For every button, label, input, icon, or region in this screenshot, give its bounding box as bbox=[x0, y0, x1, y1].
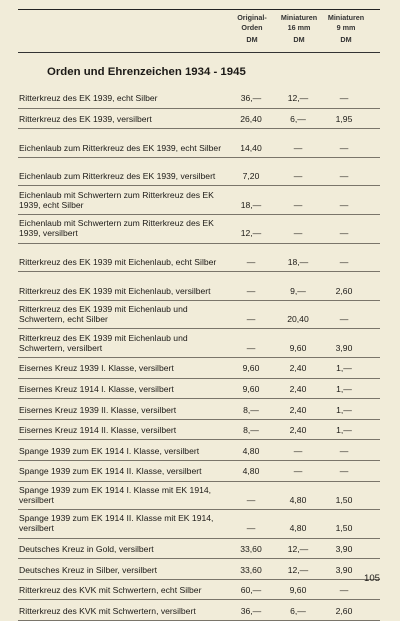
table-row bbox=[18, 482, 380, 511]
column-headers bbox=[0, 13, 400, 53]
price-miniature-9mm: — bbox=[339, 585, 349, 596]
row-description: Spange 1939 zum EK 1914 II. Klasse mit EK 1914, versilbert bbox=[19, 513, 214, 534]
table-row bbox=[18, 420, 380, 441]
price-miniature-16mm: 6,— bbox=[290, 605, 306, 616]
row-description: Ritterkreuz des EK 1939, versilbert bbox=[19, 113, 152, 124]
price-miniature-16mm: — bbox=[293, 142, 303, 153]
price-miniature-9mm: 3,90 bbox=[335, 544, 353, 555]
price-original: 33,60 bbox=[240, 544, 262, 555]
price-miniature-16mm: 12,— bbox=[287, 544, 309, 555]
row-description: Ritterkreuz des EK 1939, echt Silber bbox=[19, 93, 158, 104]
price-miniature-9mm: 2,60 bbox=[335, 285, 353, 296]
column-header-unit: DM bbox=[246, 35, 258, 45]
price-original: 4,80 bbox=[242, 466, 260, 477]
row-description: Ritterkreuz des EK 1939 mit Eichenlaub, versilbert bbox=[19, 285, 211, 296]
price-miniature-16mm: — bbox=[293, 228, 303, 239]
table-row bbox=[18, 158, 380, 187]
column-header-miniature-9mm bbox=[320, 13, 372, 45]
price-original: 33,60 bbox=[240, 564, 262, 575]
price-original: — bbox=[246, 494, 256, 505]
price-miniature-16mm: 18,— bbox=[287, 256, 309, 267]
price-miniature-16mm: — bbox=[293, 171, 303, 182]
section-title: Orden und Ehrenzeichen 1934 - 1945 bbox=[47, 66, 246, 78]
column-header-unit: DM bbox=[293, 35, 305, 45]
price-original: — bbox=[246, 314, 256, 325]
row-description: Eichenlaub mit Schwertern zum Ritterkreuz des EK 1939, echt Silber bbox=[19, 189, 214, 210]
row-description: Spange 1939 zum EK 1914 I. Klasse, versilbert bbox=[19, 445, 200, 456]
column-header-line: Miniaturen bbox=[327, 13, 365, 22]
price-miniature-9mm: 3,90 bbox=[335, 342, 353, 353]
page-number: 105 bbox=[363, 573, 380, 584]
price-original: 9,60 bbox=[242, 363, 260, 374]
row-description: Eisernes Kreuz 1914 I. Klasse, versilbert bbox=[19, 383, 174, 394]
row-description: Ritterkreuz des EK 1939 mit Eichenlaub und Schwertern, versilbert bbox=[19, 332, 188, 353]
table-row bbox=[18, 186, 380, 215]
row-description: Eisernes Kreuz 1914 II. Klasse, versilbert bbox=[19, 425, 177, 436]
price-miniature-16mm: 20,40 bbox=[287, 314, 309, 325]
table-row bbox=[18, 329, 380, 358]
price-original: 18,— bbox=[240, 199, 262, 210]
column-header-line: Miniaturen bbox=[280, 13, 318, 22]
price-miniature-16mm: 4,80 bbox=[289, 523, 307, 534]
row-description: Eichenlaub zum Ritterkreuz des EK 1939, versilbert bbox=[19, 171, 216, 182]
price-miniature-9mm: — bbox=[339, 228, 349, 239]
table-row bbox=[18, 129, 380, 158]
price-miniature-16mm: 2,40 bbox=[289, 425, 307, 436]
row-description: Ritterkreuz des EK 1939 mit Eichenlaub und Schwertern, echt Silber bbox=[19, 303, 188, 325]
table-row bbox=[18, 301, 380, 330]
table-row bbox=[18, 510, 380, 539]
price-original: 7,20 bbox=[242, 171, 260, 182]
price-miniature-16mm: 6,— bbox=[290, 113, 306, 124]
price-miniature-16mm: 12,— bbox=[287, 93, 309, 104]
price-miniature-16mm: 2,40 bbox=[289, 404, 307, 415]
row-description: Spange 1939 zum EK 1914 II. Klasse, versilbert bbox=[19, 466, 202, 477]
price-original: — bbox=[246, 285, 256, 296]
price-miniature-9mm: — bbox=[339, 171, 349, 182]
column-header-line: 16 mm bbox=[287, 22, 311, 32]
column-header-miniature-16mm bbox=[273, 13, 325, 45]
price-original: 26,40 bbox=[240, 113, 262, 124]
column-header-unit: DM bbox=[340, 35, 352, 45]
column-header-line: Orden bbox=[241, 22, 263, 32]
table-row bbox=[18, 440, 380, 461]
price-original: 36,— bbox=[240, 605, 262, 616]
price-original: — bbox=[246, 342, 256, 353]
price-miniature-16mm: 9,60 bbox=[289, 585, 307, 596]
row-description: Eisernes Kreuz 1939 II. Klasse, versilbert bbox=[19, 404, 177, 415]
row-description: Deutsches Kreuz in Gold, versilbert bbox=[19, 544, 154, 555]
table-row bbox=[18, 358, 380, 379]
table-row bbox=[18, 539, 380, 560]
price-miniature-9mm: 1,50 bbox=[335, 523, 353, 534]
price-original: 9,60 bbox=[242, 383, 260, 394]
price-original: 36,— bbox=[240, 93, 262, 104]
price-miniature-16mm: — bbox=[293, 445, 303, 456]
row-description: Ritterkreuz des EK 1939 mit Eichenlaub, echt Silber bbox=[19, 256, 217, 267]
price-miniature-9mm: — bbox=[339, 466, 349, 477]
table-row bbox=[18, 244, 380, 273]
price-miniature-16mm: 2,40 bbox=[289, 363, 307, 374]
row-description: Deutsches Kreuz in Silber, versilbert bbox=[19, 564, 158, 575]
header-rule bbox=[18, 52, 380, 53]
price-original: 60,— bbox=[240, 585, 262, 596]
price-miniature-9mm: — bbox=[339, 142, 349, 153]
row-description: Eichenlaub zum Ritterkreuz des EK 1939, echt Silber bbox=[19, 142, 222, 153]
table-row bbox=[18, 379, 380, 400]
price-miniature-16mm: 4,80 bbox=[289, 494, 307, 505]
table-row bbox=[18, 600, 380, 621]
price-miniature-9mm: 1,50 bbox=[335, 494, 353, 505]
row-description: Ritterkreuz des KVK mit Schwertern, versilbert bbox=[19, 605, 196, 616]
row-description: Ritterkreuz des KVK mit Schwertern, echt Silber bbox=[19, 585, 202, 596]
row-description: Eichenlaub mit Schwertern zum Ritterkreuz des EK 1939, versilbert bbox=[19, 218, 214, 239]
price-table bbox=[18, 88, 380, 621]
table-row bbox=[18, 399, 380, 420]
price-original: 8,— bbox=[243, 425, 259, 436]
price-miniature-9mm: — bbox=[339, 445, 349, 456]
row-description: Spange 1939 zum EK 1914 I. Klasse mit EK 1914, versilbert bbox=[19, 484, 212, 505]
price-miniature-9mm: 1,— bbox=[336, 404, 352, 415]
column-header-original bbox=[226, 13, 278, 45]
price-miniature-9mm: — bbox=[339, 199, 349, 210]
table-row bbox=[18, 215, 380, 244]
price-miniature-16mm: 2,40 bbox=[289, 383, 307, 394]
table-row bbox=[18, 88, 380, 109]
table-row bbox=[18, 461, 380, 482]
top-rule bbox=[18, 9, 380, 10]
table-row bbox=[18, 580, 380, 601]
price-miniature-16mm: 9,60 bbox=[289, 342, 307, 353]
table-row bbox=[18, 109, 380, 130]
price-original: 12,— bbox=[240, 228, 262, 239]
column-header-line: Original- bbox=[237, 13, 267, 22]
price-miniature-16mm: — bbox=[293, 199, 303, 210]
price-miniature-9mm: 1,— bbox=[336, 363, 352, 374]
price-miniature-9mm: 1,— bbox=[336, 383, 352, 394]
row-description: Eisernes Kreuz 1939 I. Klasse, versilbert bbox=[19, 363, 174, 374]
price-miniature-16mm: — bbox=[293, 466, 303, 477]
price-original: — bbox=[246, 256, 256, 267]
price-original: 8,— bbox=[243, 404, 259, 415]
table-row bbox=[18, 559, 380, 580]
price-original: 14,40 bbox=[240, 142, 262, 153]
price-miniature-9mm: — bbox=[339, 256, 349, 267]
column-header-line: 9 mm bbox=[336, 22, 356, 32]
price-original: 4,80 bbox=[242, 445, 260, 456]
price-miniature-9mm: 3,90 bbox=[335, 564, 353, 575]
price-miniature-16mm: 9,— bbox=[290, 285, 306, 296]
price-miniature-9mm: 1,95 bbox=[335, 113, 353, 124]
price-original: — bbox=[246, 523, 256, 534]
price-miniature-16mm: 12,— bbox=[287, 564, 309, 575]
price-miniature-9mm: — bbox=[339, 314, 349, 325]
price-miniature-9mm: 2,60 bbox=[335, 605, 353, 616]
price-miniature-9mm: — bbox=[339, 93, 349, 104]
table-row bbox=[18, 272, 380, 301]
price-miniature-9mm: 1,— bbox=[336, 425, 352, 436]
